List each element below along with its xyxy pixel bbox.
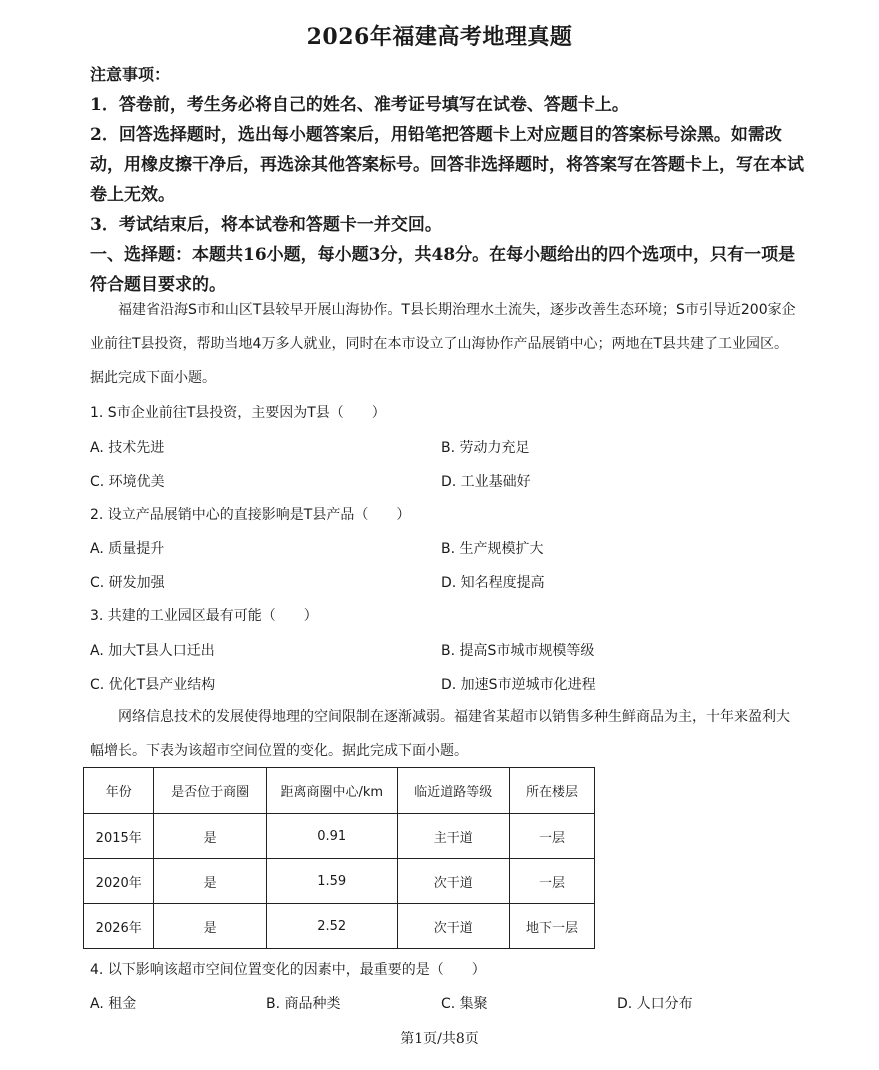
question-2-option-a[interactable]: A. 质量提升 bbox=[90, 541, 165, 557]
question-4-stem: 4. 以下影响该超市空间位置变化的因素中，最重要的是（ ） bbox=[90, 962, 486, 978]
question-3-option-a[interactable]: A. 加大T县人口迁出 bbox=[90, 643, 215, 659]
question-4-option-d[interactable]: D. 人口分布 bbox=[617, 996, 693, 1012]
notice-item-2: 2．回答选择题时，选出每小题答案后，用铅笔把答题卡上对应题目的答案标号涂黑。如需改动，用橡皮擦干净后，再选涂其他答案标号。回答非选择题时，将答案写在答题卡上，写在本试卷上无效。 bbox=[90, 125, 804, 205]
table-cell: 次干道 bbox=[397, 904, 510, 949]
question-1-option-d[interactable]: D. 工业基础好 bbox=[441, 474, 531, 490]
question-1-stem: 1. S市企业前往T县投资，主要因为T县（ ） bbox=[90, 405, 386, 421]
table-row bbox=[84, 859, 595, 904]
table-row bbox=[84, 814, 595, 859]
question-4-option-b[interactable]: B. 商品种类 bbox=[266, 996, 341, 1012]
table-header-row bbox=[84, 768, 595, 814]
table-cell: 0.91 bbox=[266, 814, 397, 859]
question-4-option-c[interactable]: C. 集聚 bbox=[441, 996, 488, 1012]
question-2-option-c[interactable]: C. 研发加强 bbox=[90, 575, 165, 591]
question-3-stem: 3. 共建的工业园区最有可能（ ） bbox=[90, 608, 318, 624]
table-cell: 是 bbox=[154, 859, 267, 904]
notice-item-1: 1．答卷前，考生务必将自己的姓名、准考证号填写在试卷、答题卡上。 bbox=[90, 95, 629, 115]
table-header-cell: 所在楼层 bbox=[510, 768, 595, 814]
passage-2 bbox=[90, 700, 800, 768]
section-heading: 一、选择题：本题共16小题，每小题3分，共48分。在每小题给出的四个选项中，只有一项是符合题目要求的。 bbox=[90, 245, 796, 295]
notice-item-3: 3．考试结束后，将本试卷和答题卡一并交回。 bbox=[90, 215, 442, 235]
question-2-stem: 2. 设立产品展销中心的直接影响是T县产品（ ） bbox=[90, 507, 411, 523]
table-cell: 2015年 bbox=[84, 814, 154, 859]
question-2-option-d[interactable]: D. 知名程度提高 bbox=[441, 575, 545, 591]
table-cell: 是 bbox=[154, 814, 267, 859]
location-table bbox=[83, 767, 595, 949]
table-cell: 1.59 bbox=[266, 859, 397, 904]
table-header-cell: 临近道路等级 bbox=[397, 768, 510, 814]
table-cell: 一层 bbox=[510, 859, 595, 904]
table-cell: 是 bbox=[154, 904, 267, 949]
page-title: 2026年福建高考地理真题 bbox=[306, 24, 573, 50]
table-cell: 一层 bbox=[510, 814, 595, 859]
notice-block bbox=[90, 60, 810, 300]
table-header-cell: 是否位于商圈 bbox=[154, 768, 267, 814]
question-1-option-c[interactable]: C. 环境优美 bbox=[90, 474, 165, 490]
table-header-cell: 年份 bbox=[84, 768, 154, 814]
page-number: 第1页/共8页 bbox=[400, 1031, 479, 1047]
question-1-option-a[interactable]: A. 技术先进 bbox=[90, 440, 165, 456]
question-3-option-c[interactable]: C. 优化T县产业结构 bbox=[90, 677, 216, 693]
question-3-option-d[interactable]: D. 加速S市逆城市化进程 bbox=[441, 677, 596, 693]
passage-2-text: 网络信息技术的发展使得地理的空间限制在逐渐减弱。福建省某超市以销售多种生鲜商品为主，十年来盈利大幅增长。下表为该超市空间位置的变化。据此完成下面小题。 bbox=[90, 709, 790, 759]
question-4-option-a[interactable]: A. 租金 bbox=[90, 996, 137, 1012]
question-3-option-b[interactable]: B. 提高S市城市规模等级 bbox=[441, 643, 595, 659]
question-2-option-b[interactable]: B. 生产规模扩大 bbox=[441, 541, 544, 557]
table-cell: 次干道 bbox=[397, 859, 510, 904]
table-row bbox=[84, 904, 595, 949]
table-cell: 地下一层 bbox=[510, 904, 595, 949]
table-cell: 2020年 bbox=[84, 859, 154, 904]
table-cell: 主干道 bbox=[397, 814, 510, 859]
passage-1 bbox=[90, 293, 800, 395]
table-cell: 2.52 bbox=[266, 904, 397, 949]
table-header-cell: 距离商圈中心/km bbox=[266, 768, 397, 814]
passage-1-text: 福建省沿海S市和山区T县较早开展山海协作。T县长期治理水土流失，逐步改善生态环境；S市引导近200家企业前往T县投资，帮助当地4万多人就业，同时在本市设立了山海协作产品展销中心；两地在T县共建了工业园区。据此完成下面小题。 bbox=[90, 302, 796, 386]
table-cell: 2026年 bbox=[84, 904, 154, 949]
question-1-option-b[interactable]: B. 劳动力充足 bbox=[441, 440, 530, 456]
notice-heading: 注意事项： bbox=[90, 65, 171, 84]
